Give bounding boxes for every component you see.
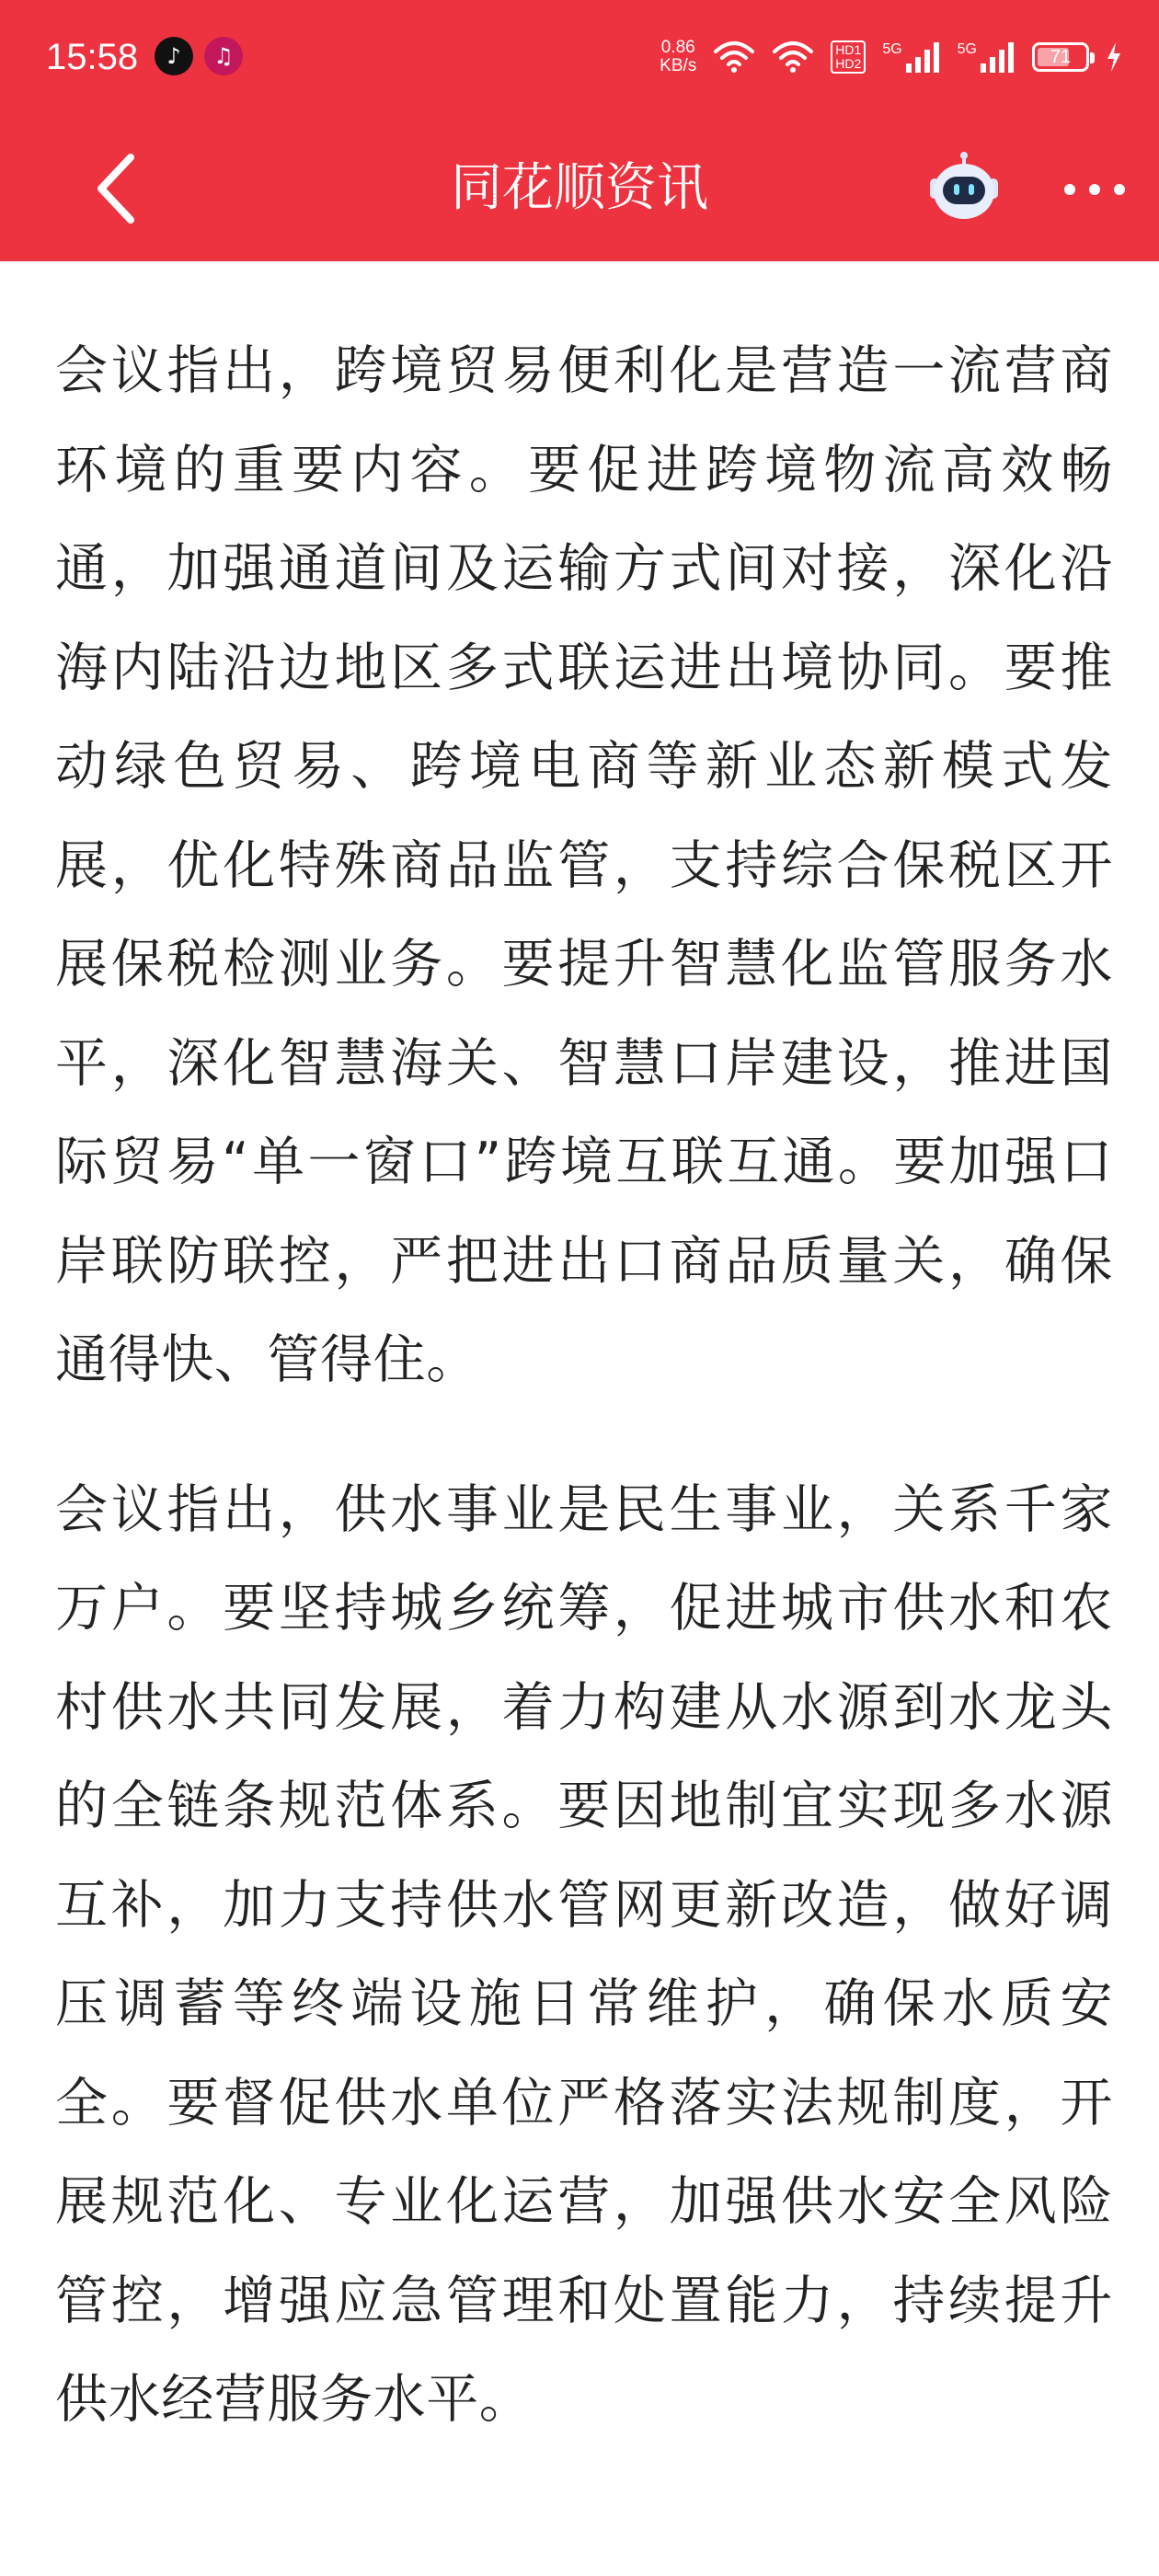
signal-icon bbox=[904, 41, 941, 73]
wifi-icon bbox=[713, 40, 755, 74]
signal-group-2 bbox=[958, 41, 1016, 73]
assistant-button[interactable] bbox=[920, 144, 1008, 232]
signal-icon bbox=[979, 41, 1016, 73]
charging-icon bbox=[1106, 41, 1122, 73]
signal-group-1 bbox=[882, 41, 940, 73]
more-button[interactable] bbox=[1049, 153, 1141, 226]
network-speed-value: 0.86 bbox=[660, 38, 695, 57]
status-indicators bbox=[660, 31, 1122, 83]
article-body bbox=[55, 322, 1113, 2450]
article-paragraph: 会议指出，供水事业是民生事业，关系千家万户。要坚持城乡统筹，促进城市供水和农村供水共同发展，着力构建从水源到水龙头的全链条规范体系。要因地制宜实现多水源互补，加力支持供水管网更新改造，做好调压调蓄等终端设施日常维护，确保水质安全。要督促供水单位严格落实法规制度，开展规范化、专业化运营，加强供水安全风险管控，增强应急管理和处置能力，持续提升供水经营服务水平。 bbox=[55, 1478, 1113, 2430]
network-speed-unit: KB/s bbox=[660, 56, 697, 75]
page-title: 同花顺资讯 bbox=[451, 158, 708, 218]
hd-icon: HD1 HD2 bbox=[831, 40, 866, 74]
more-dots-icon bbox=[1062, 182, 1127, 197]
robot-icon bbox=[924, 151, 1004, 224]
top-bar bbox=[0, 0, 1159, 261]
status-bar bbox=[0, 0, 1159, 116]
network-speed bbox=[660, 39, 696, 75]
signal-1-label: 5G bbox=[882, 41, 902, 57]
battery-icon bbox=[1032, 42, 1089, 72]
navigation-bar bbox=[0, 116, 1159, 261]
wifi-icon bbox=[772, 40, 814, 74]
signal-2-label: 5G bbox=[957, 41, 977, 57]
battery-tip bbox=[1090, 52, 1095, 63]
battery-percent: 71 bbox=[1050, 46, 1072, 67]
article-paragraph: 会议指出，跨境贸易便利化是营造一流营商环境的重要内容。要促进跨境物流高效畅通，加强通道间及运输方式间对接，深化沿海内陆沿边地区多式联运进出境协同。要推动绿色贸易、跨境电商等新业态新模式发展，优化特殊商品监管，支持综合保税区开展保税检测业务。要提升智慧化监管服务水平，深化智慧海关、智慧口岸建设，推进国际贸易“单一窗口”跨境互联互通。要加强口岸联防联控，严把进出口商品质量关，确保通得快、管得住。 bbox=[55, 340, 1113, 1390]
tiktok-icon: ♪ bbox=[155, 37, 193, 75]
status-time: 15:58 bbox=[46, 37, 139, 77]
music-app-icon: ♫ bbox=[204, 37, 243, 75]
